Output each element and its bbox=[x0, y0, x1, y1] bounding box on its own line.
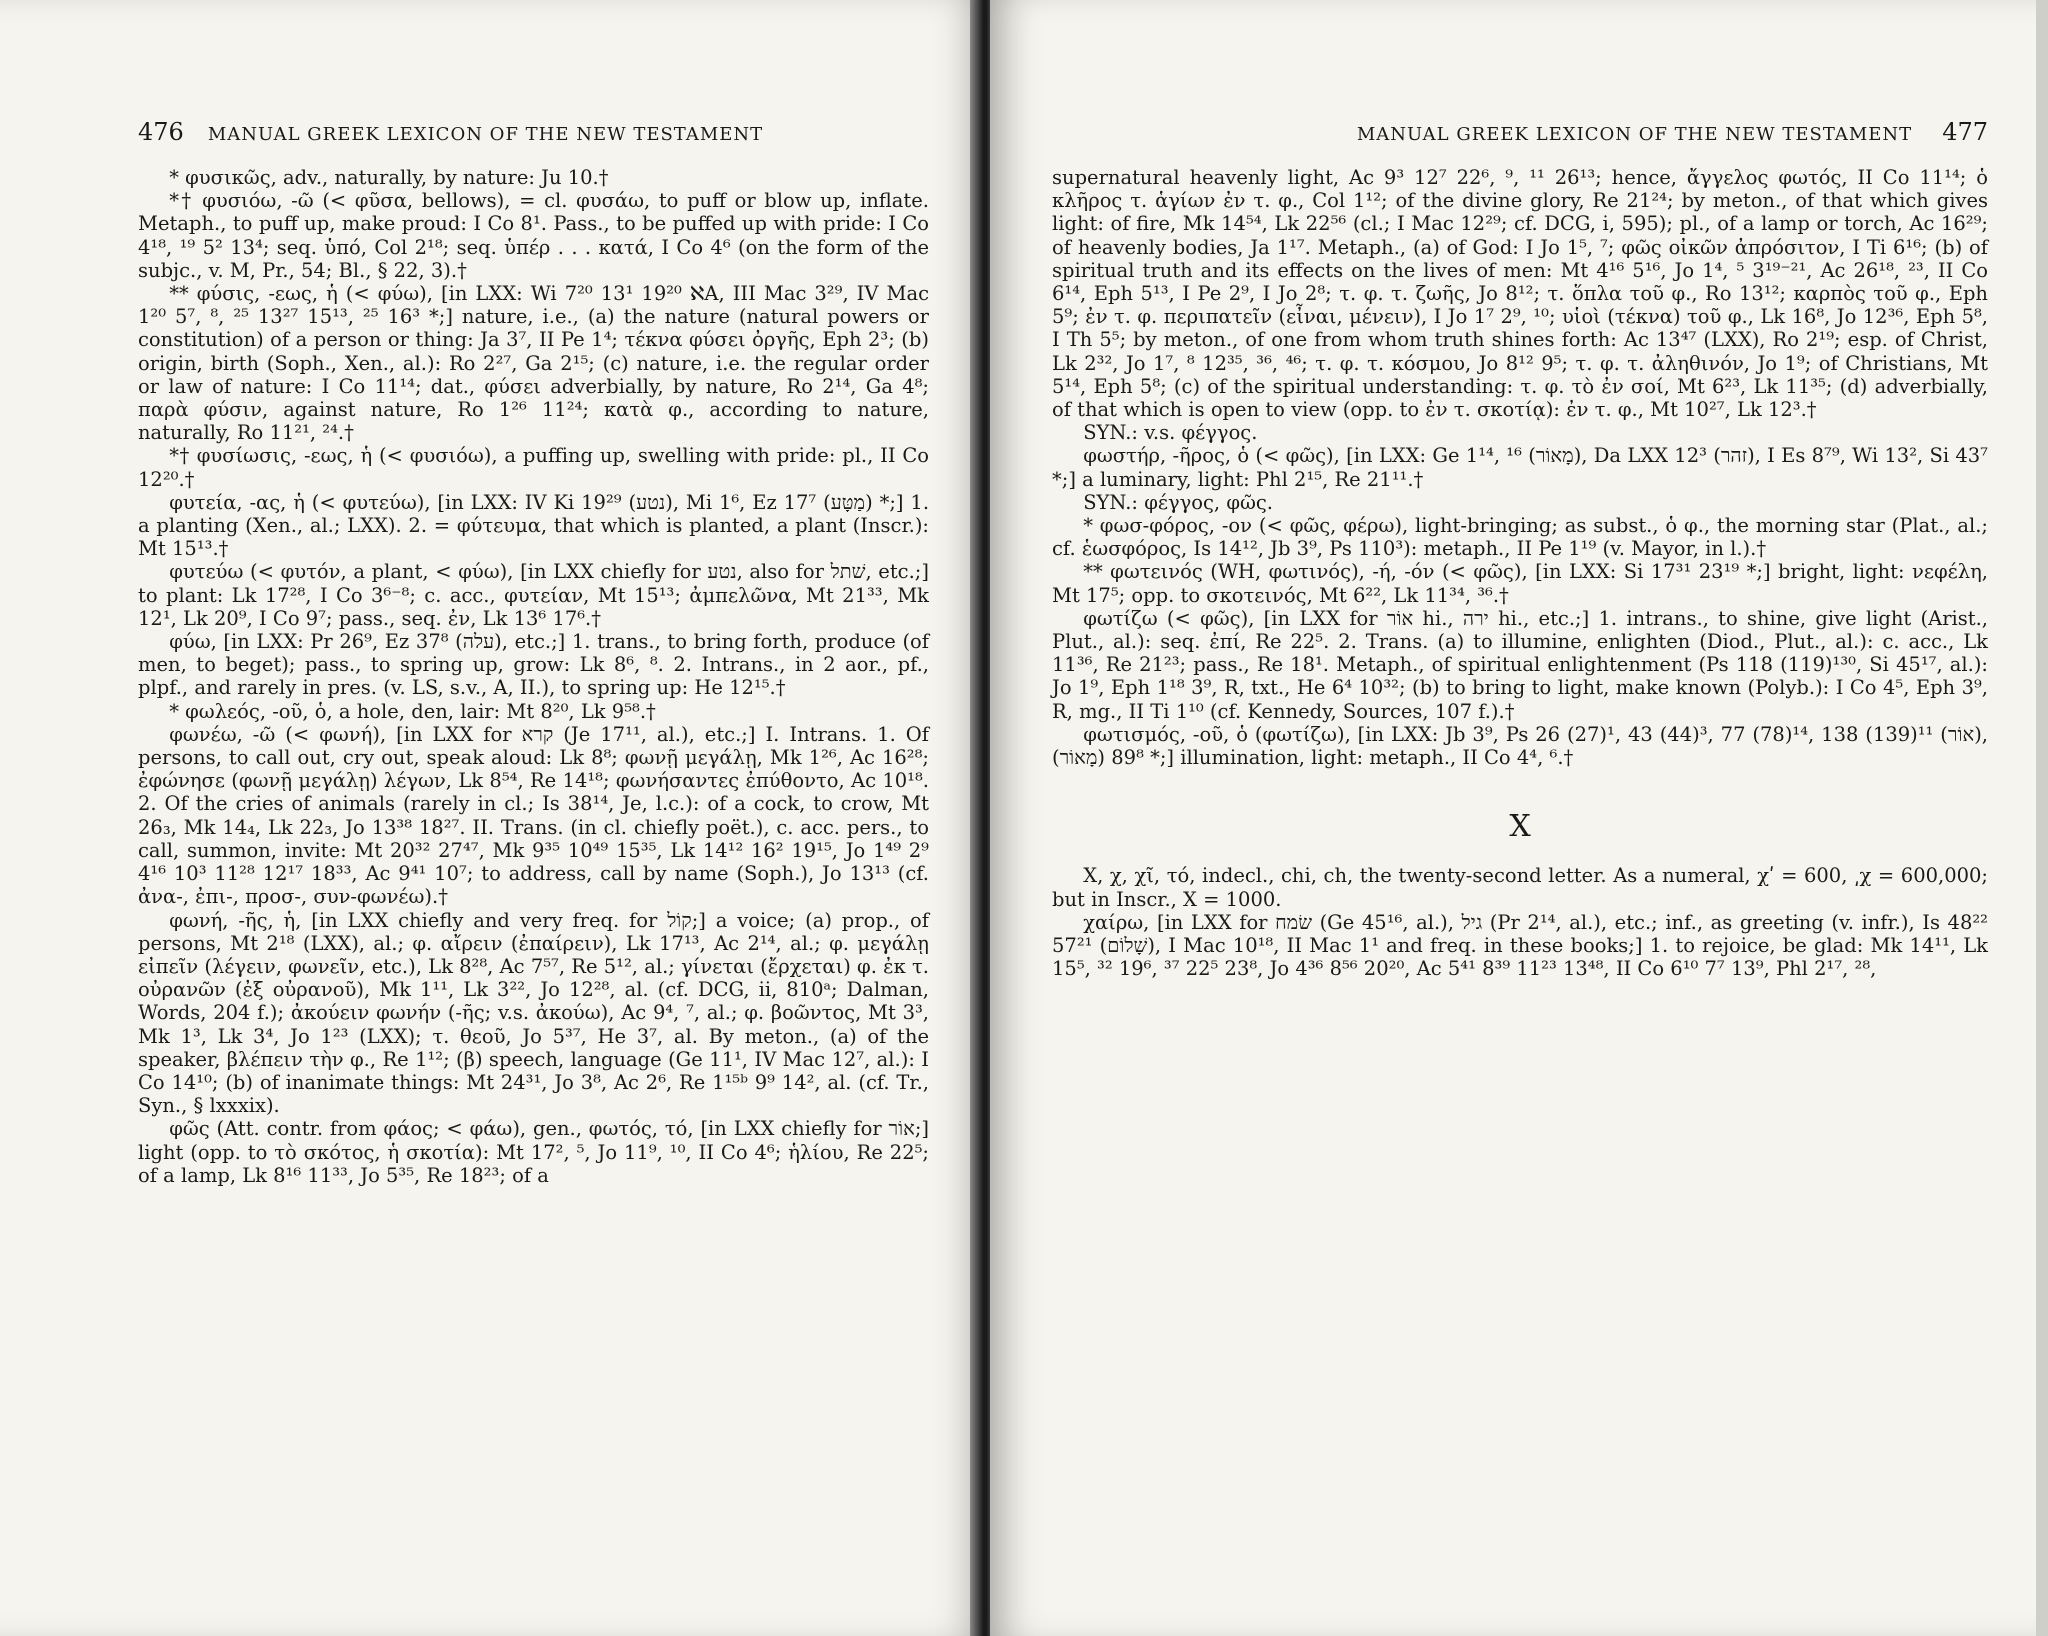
entry-physioo: *† φυσιόω, -ῶ (< φῦσα, bellows), = cl. φυσάω, to puff or blow up, inflate. Metaph., to puff up, make proud: I Co 8¹. Pass., to be puffed up with pride: I Co 4¹⁸, ¹⁹ 5² 13⁴; seq. ὑπό, Col 2¹⁸; seq. ὑπέρ . . . κατά, I Co 4⁶ (on the form of the subjc., v. M, Pr., 54; Bl., § 22, 3).† bbox=[138, 189, 929, 282]
syn-note-phoster: SYN.: φέγγος, φῶς. bbox=[1083, 490, 1273, 514]
right-running-head bbox=[1052, 118, 1988, 146]
right-page-number: 477 bbox=[1942, 118, 1988, 146]
entry-chairo: χαίρω, [in LXX for שׂמח (Ge 45¹⁶, al.), גיל (Pr 2¹⁴, al.), etc.; inf., as greeting (v. infr.), Is 48²² 57²¹ (שָׁלוֹם), I Mac 10¹⁸, II Mac 1¹ and freq. in these books;] 1. to rejoice, be glad: Mk 14¹¹, Lk 15⁵, ³² 19⁶, ³⁷ 22⁵ 23⁸, Jo 4³⁶ 8⁵⁶ 20²⁰, Ac 5⁴¹ 8³⁹ 11²³ 13⁴⁸, II Co 6¹⁰ 7⁷ 13⁹, Phl 2¹⁷, ²⁸, bbox=[1052, 910, 1988, 981]
left-page bbox=[0, 0, 985, 1636]
left-page-number: 476 bbox=[138, 118, 184, 146]
left-column bbox=[138, 166, 929, 1187]
entry-physikos: * φυσικῶς, adv., naturally, by nature: Ju 10.† bbox=[169, 166, 609, 189]
entry-chi: Χ, χ, χῖ, τό, indecl., chi, ch, the twenty-second letter. As a numeral, χʹ = 600, ͵χ = 600,000; but in Inscr., X = 1000. bbox=[1052, 864, 1988, 911]
entry-photeinos: ** φωτεινός (WH, φωτινός), -ή, -όν (< φῶς), [in LXX: Si 17³¹ 23¹⁹ *;] bright, light: νεφέλη, Mt 17⁵; opp. to σκοτεινός, Mt 6²², Lk 11³⁴, ³⁶.† bbox=[1052, 560, 1988, 607]
entry-physis: ** φύσις, -εως, ἡ (< φύω), [in LXX: Wi 7²⁰ 13¹ 19²⁰ ℵA, III Mac 3²⁹, IV Mac 1²⁰ 5⁷, ⁸, ²⁵ 13²⁷ 15¹³, ²⁵ 16³ *;] nature, i.e., (a) the nature (natural powers or constitution) of a person or thing: Ja 3⁷, II Pe 1⁴; τέκνα φύσει ὀργῆς, Eph 2³; (b) origin, birth (Soph., Xen., al.): Ro 2²⁷, Ga 2¹⁵; (c) nature, i.e. the regular order or law of nature: I Co 11¹⁴; dat., φύσει adverbially, by nature, Ro 2¹⁴, Ga 4⁸; παρὰ φύσιν, against nature, Ro 1²⁶ 11²⁴; κατὰ φ., according to nature, naturally, Ro 11²¹, ²⁴.† bbox=[138, 282, 929, 445]
entry-phoster: φωστήρ, -ῆρος, ὁ (< φῶς), [in LXX: Ge 1¹⁴, ¹⁶ (מָאוֹר), Da LXX 12³ (זהר), I Es 8⁷⁹, Wi 13², Si 43⁷ *;] a luminary, light: Phl 2¹⁵, Re 21¹¹.† bbox=[1052, 444, 1989, 491]
right-running-title: MANUAL GREEK LEXICON OF THE NEW TESTAMENT bbox=[1356, 124, 1913, 145]
entry-physiosis: *† φυσίωσις, -εως, ἡ (< φυσιόω), a puffing up, swelling with pride: pl., II Co 12²⁰.† bbox=[138, 444, 929, 491]
entry-phyteia: φυτεία, -ας, ἡ (< φυτεύω), [in LXX: IV Ki 19²⁹ (נטע), Mi 1⁶, Ez 17⁷ (מַטָּע) *;] 1. a planting (Xen., al.; LXX). 2. = φύτευμα, that which is planted, a plant (Inscr.): Mt 15¹³.† bbox=[138, 490, 930, 561]
entry-phosphoros: * φωσ-φόρος, -ον (< φῶς, φέρω), light-bringing; as subst., ὁ φ., the morning star (Plat., al.; cf. ἑωσφόρος, Is 14¹², Jb 3⁹, Ps 110³): metaph., II Pe 1¹⁹ (v. Mayor, in l.).† bbox=[1052, 514, 1988, 561]
entry-phos: φῶς (Att. contr. from φάος; < φάω), gen., φωτός, τό, [in LXX chiefly for אוֹר;] light (opp. to τὸ σκότος, ἡ σκοτία): Mt 17², ⁵, Jo 11⁹, ¹⁰, II Co 4⁶; ἡλίου, Re 22⁵; of a lamp, Lk 8¹⁶ 11³³, Jo 5³⁵, Re 18²³; of a bbox=[138, 1117, 929, 1187]
entry-phyteuo: φυτεύω (< φυτόν, a plant, < φύω), [in LXX chiefly for נטע, also for שׁתל, etc.;] to plant: Lk 17²⁸, I Co 3⁶⁻⁸; c. acc., φυτείαν, Mt 15¹³; ἀμπελῶνα, Mt 21³³, Mk 12¹, Lk 20⁹, I Co 9⁷; pass., seq. ἐν, Lk 13⁶ 17⁶.† bbox=[138, 560, 929, 630]
entry-phyo: φύω, [in LXX: Pr 26⁹, Ez 37⁸ (עלה), etc.;] 1. trans., to bring forth, produce (of men, to beget); pass., to spring up, grow: Lk 8⁶, ⁸. 2. Intrans., in 2 aor., pf., plpf., and rarely in pres. (v. LS, s.v., A, II.), to spring up: He 12¹⁵.† bbox=[138, 630, 930, 700]
right-column bbox=[1052, 166, 1988, 981]
entry-phone: φωνή, -ῆς, ἡ, [in LXX chiefly and very freq. for קוֹל;] a voice; (a) prop., of persons, Mt 2¹⁸ (LXX), al.; φ. αἴρειν (ἐπαίρειν), Lk 17¹³, Ac 2¹⁴, al.; φ. μεγάλῃ εἰπεῖν (λέγειν, φωνεῖν, etc.), Lk 8²⁸, Ac 7⁵⁷, Re 5¹², al.; γίνεται (ἔρχεται) φ. ἐκ τ. οὐρανῶν (ἐξ οὐρανοῦ), Mk 1¹¹, Lk 3²², Jo 12²⁸, al. (cf. DCG, ii, 810ᵃ; Dalman, Words, 204 f.); ἀκούειν φωνήν (-ῆς; v.s. ἀκούω), Ac 9⁴, ⁷, al.; φ. βοῶντος, Mt 3³, Mk 1³, Lk 3⁴, Jo 1²³ (LXX); τ. θεοῦ, Jo 5³⁷, He 3⁷, al. By meton., (a) of the speaker, βλέπειν τὴν φ., Re 1¹²; (β) speech, language (Ge 11¹, IV Mac 12⁷, al.): I Co 14¹⁰; (b) of inanimate things: Mt 24³¹, Jo 3⁸, Ac 2⁶, Re 1¹⁵ᵇ 9⁹ 14², al. (cf. Tr., Syn., § lxxxix). bbox=[138, 908, 930, 1118]
right-page bbox=[990, 0, 2048, 1636]
page-edge bbox=[2036, 0, 2048, 1636]
section-heading-chi: X bbox=[1509, 809, 1531, 845]
entry-phoneo: φωνέω, -ῶ (< φωνή), [in LXX for קרא (Je 17¹¹, al.), etc.;] I. Intrans. 1. Of persons, to call out, cry out, speak aloud: Lk 8⁸; φωνῇ μεγάλῃ, Mk 1²⁶, Ac 16²⁸; ἐφώνησε (φωνῇ μεγάλῃ) λέγων, Lk 8⁵⁴, Re 14¹⁸; φωνήσαντες ἐπύθοντο, Ac 10¹⁸. 2. Of the cries of animals (rarely in cl.; Is 38¹⁴, Je, l.c.): of a cock, to crow, Mt 26₃, Mk 14₄, Lk 22₃, Jo 13³⁸ 18²⁷. II. Trans. (in cl. chiefly poët.), c. acc. pers., to call, summon, invite: Mt 20³² 27⁴⁷, Mk 9³⁵ 10⁴⁹ 15³⁵, Lk 14¹² 16² 19¹⁵, Jo 1⁴⁹ 2⁹ 4¹⁶ 10³ 11²⁸ 12¹⁷ 18³³, Ac 9⁴¹ 10⁷; to address, call by name (Soph.), Jo 13¹³ (cf. ἀνα-, ἐπι-, προσ-, συν-φωνέω).† bbox=[138, 722, 929, 909]
left-running-title: MANUAL GREEK LEXICON OF THE NEW TESTAMENT bbox=[207, 124, 764, 145]
left-running-head bbox=[138, 118, 929, 146]
entry-photismos: φωτισμός, -οῦ, ὁ (φωτίζω), [in LXX: Jb 3⁹, Ps 26 (27)¹, 43 (44)³, 77 (78)¹⁴, 138 (139)¹¹ (אוֹר), 89⁸ (מָאוֹר) *;] illumination, light: metaph., II Co 4⁴, ⁶.† bbox=[1052, 722, 1988, 770]
syn-note-phos: SYN.: v.s. φέγγος. bbox=[1083, 421, 1258, 445]
entry-pholeos: * φωλεός, -οῦ, ὁ, a hole, den, lair: Mt 8²⁰, Lk 9⁵⁸.† bbox=[169, 699, 656, 723]
entry-photizo: φωτίζω (< φῶς), [in LXX for אוֹר hi., ירה hi., etc.;] 1. intrans., to shine, give light (Arist., Plut., al.): seq. ἐπί, Re 22⁵. 2. Trans. (a) to illumine, enlighten (Diod., Plut., al.): c. acc., Lk 11³⁶, Re 21²³; pass., Re 18¹. Metaph., of spiritual enlightenment (Ps 118 (119)¹³⁰, Si 45¹⁷, al.): Jo 1⁹, Eph 1¹⁸ 3⁹, R, txt., He 6⁴ 10³²; (b) to bring to light, make known (Polyb.): I Co 4⁵, Eph 3⁹, R, mg., II Ti 1¹⁰ (cf. Kennedy, Sources, 107 f.).† bbox=[1052, 606, 1989, 723]
entry-phos-continued: supernatural heavenly light, Ac 9³ 12⁷ 22⁶, ⁹, ¹¹ 26¹³; hence, ἄγγελος φωτός, II Co 11¹⁴; ὁ κλῆρος τ. ἁγίων ἐν τ. φ., Col 1¹²; of the divine glory, Re 21²⁴; by meton., of that which gives light: of fire, Mk 14⁵⁴, Lk 22⁵⁶ (cl.; I Mac 12²⁹; cf. DCG, i, 595); pl., of a lamp or torch, Ac 16²⁹; of heavenly bodies, Ja 1¹⁷. Metaph., (a) of God: I Jo 1⁵, ⁷; φῶς οἰκῶν ἀπρόσιτον, I Ti 6¹⁶; (b) of spiritual truth and its effects on the lives of men: Mt 4¹⁶ 5¹⁶, Jo 1⁴, ⁵ 3¹⁹⁻²¹, Ac 26¹⁸, ²³, II Co 6¹⁴, Eph 5¹³, I Pe 2⁹, I Jo 2⁸; τ. φ. τ. ζωῆς, Jo 8¹²; τ. ὅπλα τοῦ φ., Ro 13¹²; καρπὸς τοῦ φ., Eph 5⁹; ἐν τ. φ. περιπατεῖν (εἶναι, μένειν), I Jo 1⁷ 2⁹, ¹⁰; υἱοὶ (τέκνα) τοῦ φ., Lk 16⁸, Jo 12³⁶, Eph 5⁸, I Th 5⁵; by meton., of one from whom truth shines forth: Ac 13⁴⁷ (LXX), Ro 2¹⁹; esp. of Christ, Lk 2³², Jo 1⁷, ⁸ 12³⁵, ³⁶, ⁴⁶; τ. φ. τ. κόσμου, Jo 8¹² 9⁵; τ. φ. τ. ἀληθινόν, Jo 1⁹; of Christians, Mt 5¹⁴, Eph 5⁸; (c) of the spiritual understanding: τ. φ. τὸ ἐν σοί, Mt 6²³, Lk 11³⁵; (d) adverbially, of that which is open to view (opp. to ἐν τ. σκοτίᾳ): ἐν τ. φ., Mt 10²⁷, Lk 12³.† bbox=[1052, 166, 1988, 422]
